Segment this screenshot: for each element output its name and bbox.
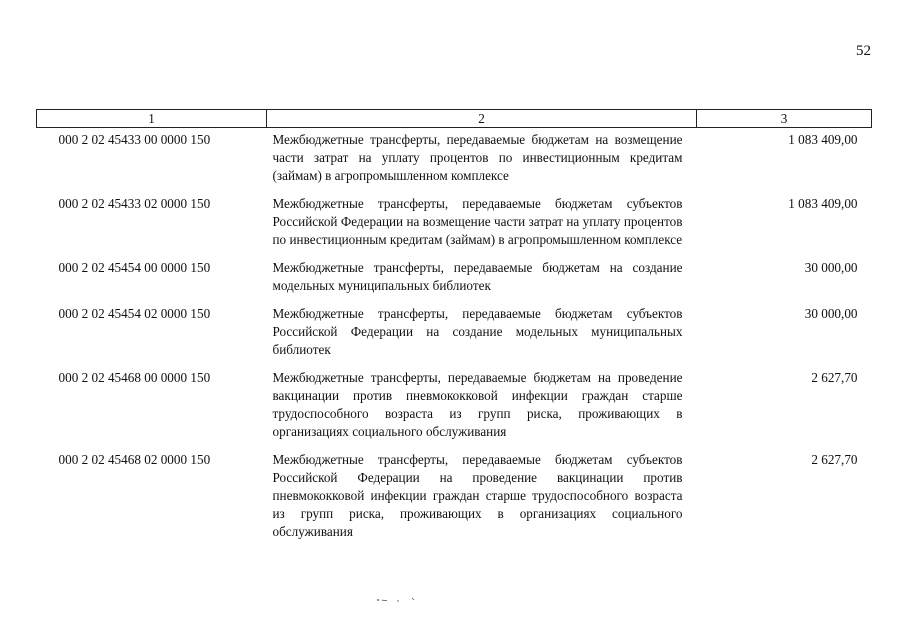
row-code: 000 2 02 45454 00 0000 150 [58,260,211,275]
row-description: Межбюджетные трансферты, передаваемые бюджетам субъектов Российской Федерации на проведение вакцинации против пневмококковой инфекции граждан старше трудоспособного возраста из групп риска, проживающих в организациях социального обслуживания [272,452,683,539]
row-code: 000 2 02 45433 00 0000 150 [58,132,211,147]
row-amount: 30 000,00 [804,306,858,321]
row-code: 000 2 02 45454 02 0000 150 [58,306,211,321]
column-header-description: 2 [267,110,697,128]
table-header-row [37,110,872,128]
row-description: Межбюджетные трансферты, передаваемые бюджетам на возмещение части затрат на уплату процентов по инвестиционным кредитам (займам) в агропромышленном комплексе [272,132,683,183]
row-description: Межбюджетные трансферты, передаваемые бюджетам субъектов Российской Федерации на создание модельных муниципальных библиотек [272,306,683,357]
row-amount: 30 000,00 [804,260,858,275]
table-row [37,305,872,369]
row-amount: 2 627,70 [811,452,858,467]
row-code: 000 2 02 45468 00 0000 150 [58,370,211,385]
row-amount: 1 083 409,00 [788,132,858,147]
table-row [37,259,872,305]
table-row [37,369,872,451]
table-row [37,128,872,196]
table-row [37,451,872,551]
column-header-amount: 3 [697,110,872,128]
scan-artifact [376,597,416,603]
page-number: 52 [856,43,871,59]
table-row [37,195,872,259]
row-description: Межбюджетные трансферты, передаваемые бюджетам на создание модельных муниципальных библиотек [272,260,683,293]
row-code: 000 2 02 45433 02 0000 150 [58,196,211,211]
row-description: Межбюджетные трансферты, передаваемые бюджетам субъектов Российской Федерации на возмещение части затрат на уплату процентов по инвестиционным кредитам (займам) в агропромышленном комплексе [272,196,683,247]
budget-table [36,109,872,551]
row-amount: 1 083 409,00 [788,196,858,211]
row-amount: 2 627,70 [811,370,858,385]
row-code: 000 2 02 45468 02 0000 150 [58,452,211,467]
column-header-code: 1 [37,110,267,128]
row-description: Межбюджетные трансферты, передаваемые бюджетам на проведение вакцинации против пневмококковой инфекции граждан старше трудоспособного возраста из групп риска, проживающих в организациях социального обслуживания [272,370,683,439]
